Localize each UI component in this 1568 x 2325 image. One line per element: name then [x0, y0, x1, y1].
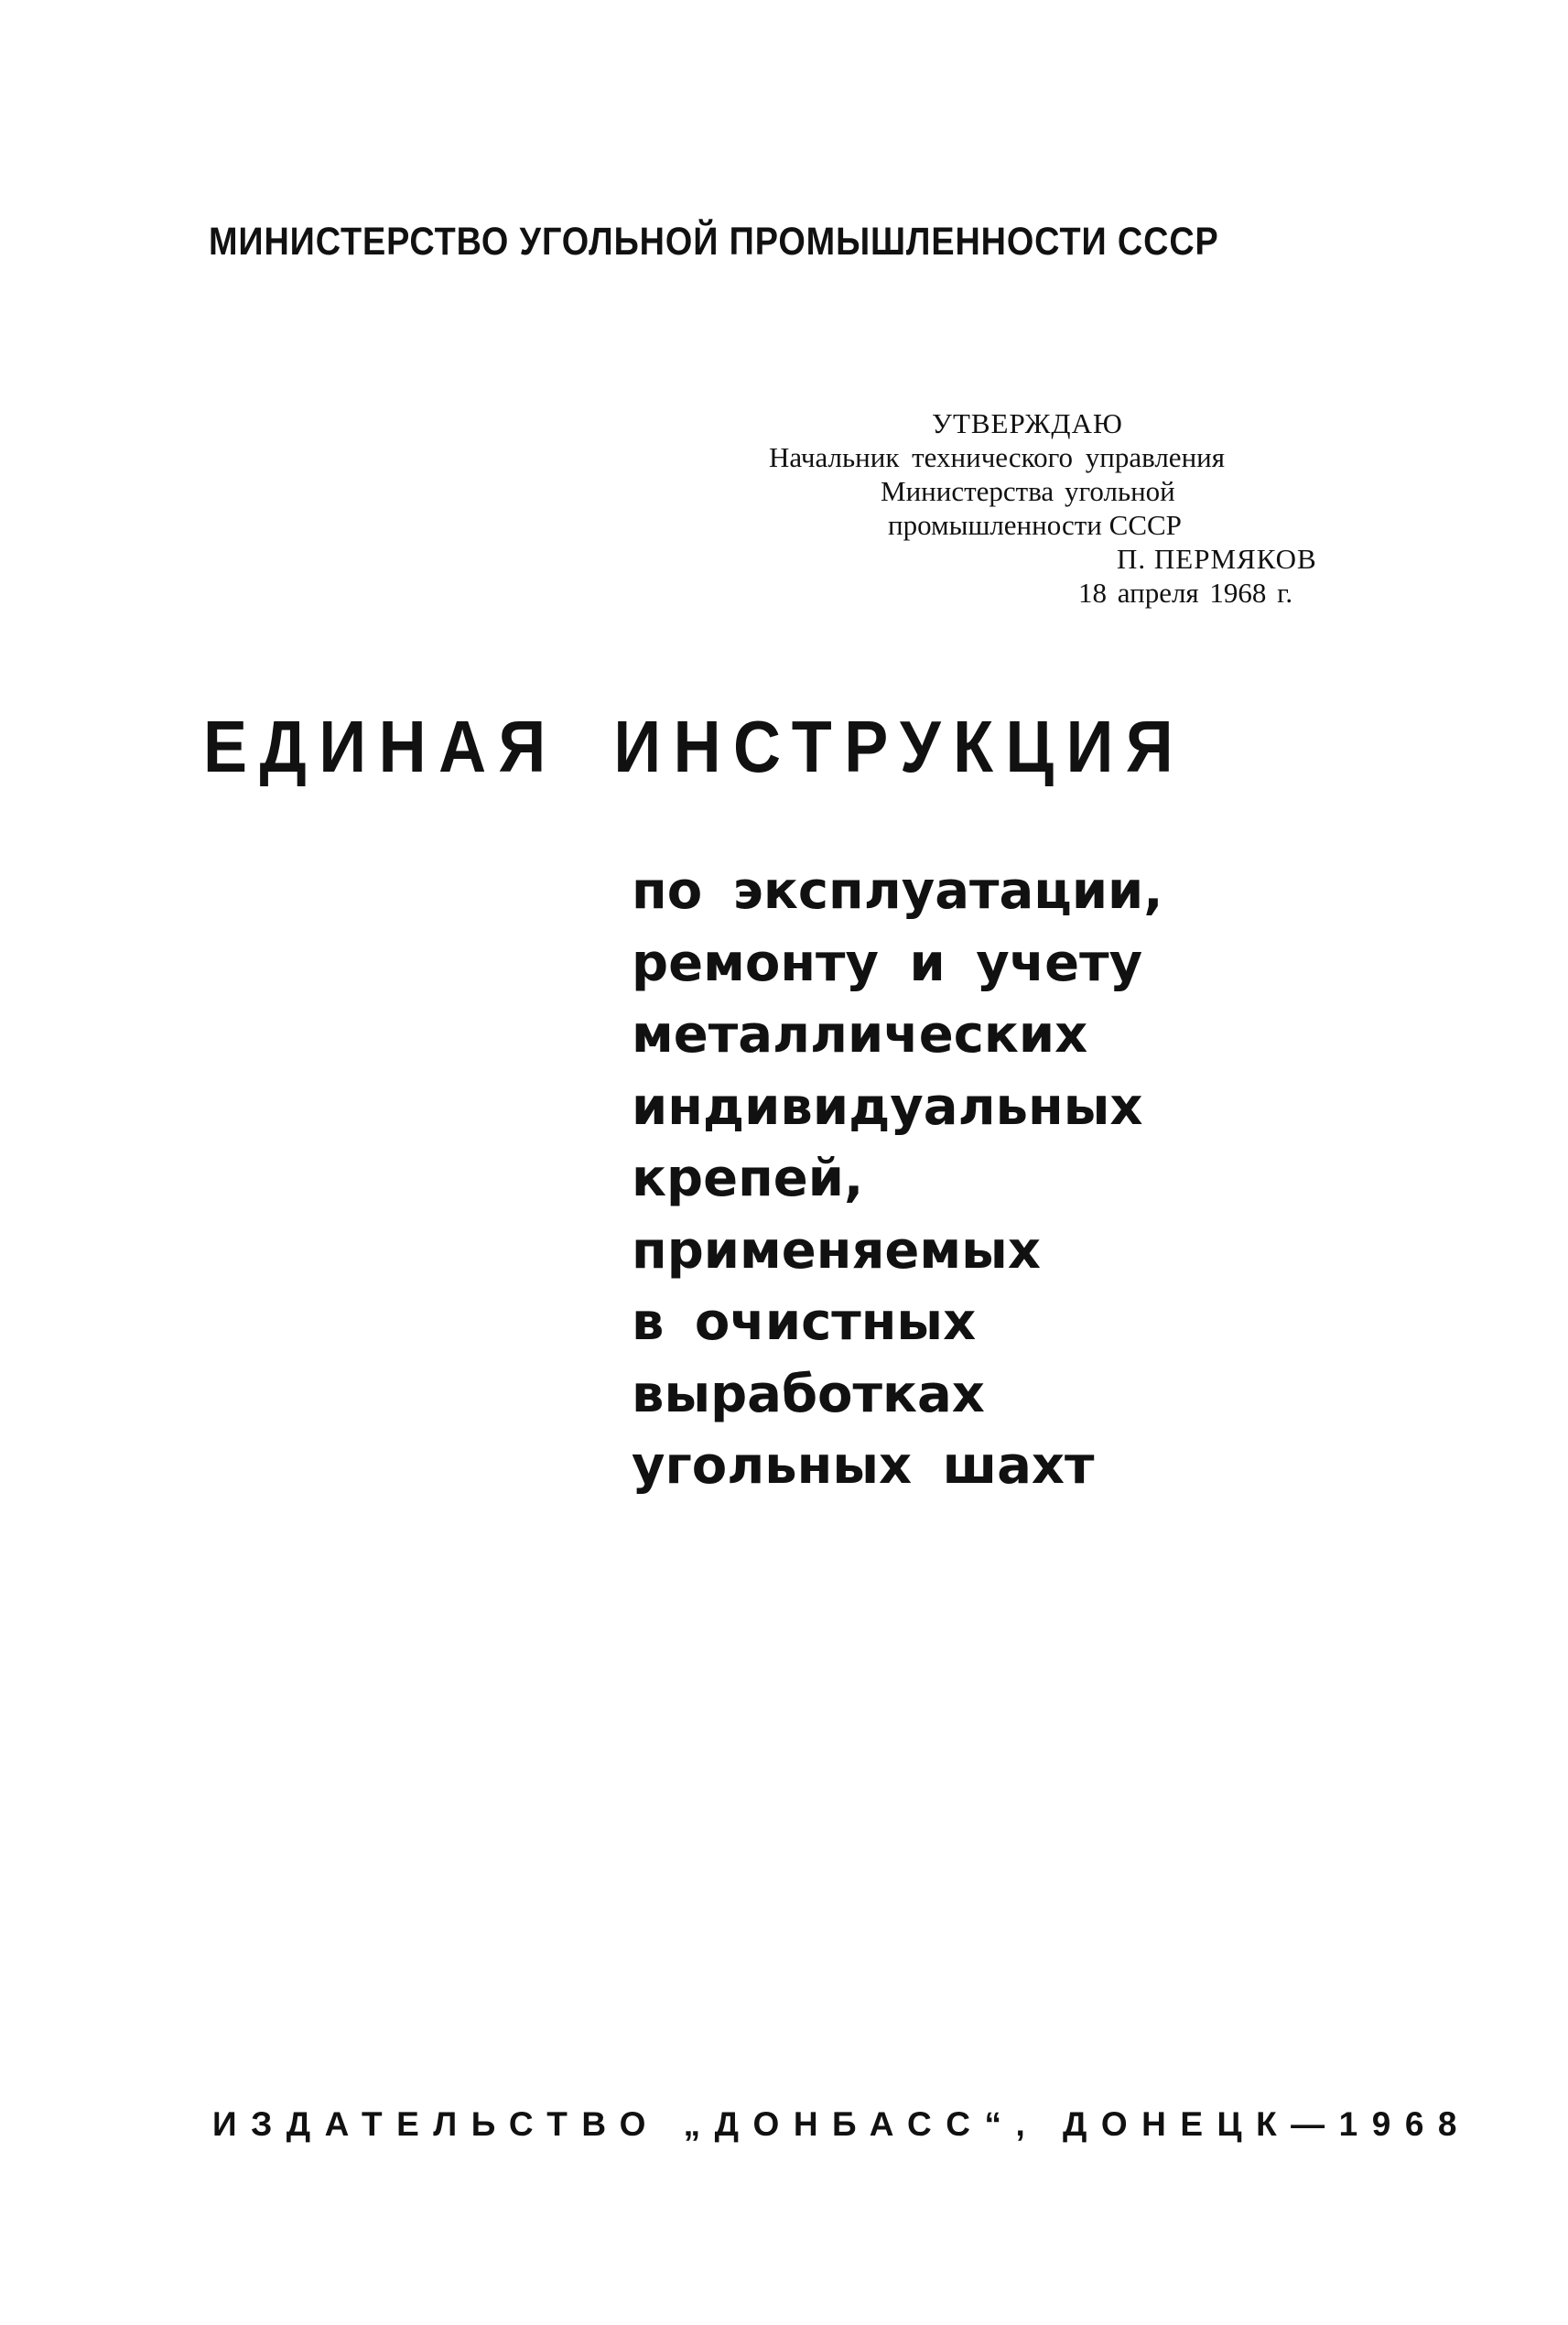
subtitle-line: ремонту и учету [632, 933, 1143, 993]
approval-block [760, 406, 1364, 610]
subtitle-line: металлических [632, 1005, 1088, 1065]
subtitle-line: индивидуальных [632, 1076, 1143, 1137]
subtitle-line: применяемых [632, 1220, 1041, 1281]
approval-line-industry: промышленности СССР [888, 509, 1182, 541]
approval-date: 18 апреля 1968 г. [1078, 577, 1293, 609]
approval-heading: УТВЕРЖДАЮ [932, 407, 1123, 439]
subtitle-line: выработках [632, 1364, 985, 1424]
publisher-imprint: ИЗДАТЕЛЬСТВО „ДОНБАСС“, ДОНЕЦК—1968 [212, 2105, 1471, 2143]
subtitle-line: по эксплуатации, [632, 861, 1163, 921]
subtitle-line: крепей, [632, 1149, 864, 1208]
document-title: ЕДИНАЯ ИНСТРУКЦИЯ [203, 706, 1186, 787]
approval-signatory: П. ПЕРМЯКОВ [1117, 543, 1317, 575]
document-subtitle [632, 856, 1163, 1503]
subtitle-line: угольных шахт [632, 1436, 1095, 1496]
subtitle-line: в очистных [632, 1292, 977, 1352]
approval-line-position: Начальник технического управления [769, 441, 1226, 473]
ministry-header: МИНИСТЕРСТВО УГОЛЬНОЙ ПРОМЫШЛЕННОСТИ СССР [209, 220, 1219, 264]
approval-line-ministry: Министерства угольной [881, 475, 1175, 507]
